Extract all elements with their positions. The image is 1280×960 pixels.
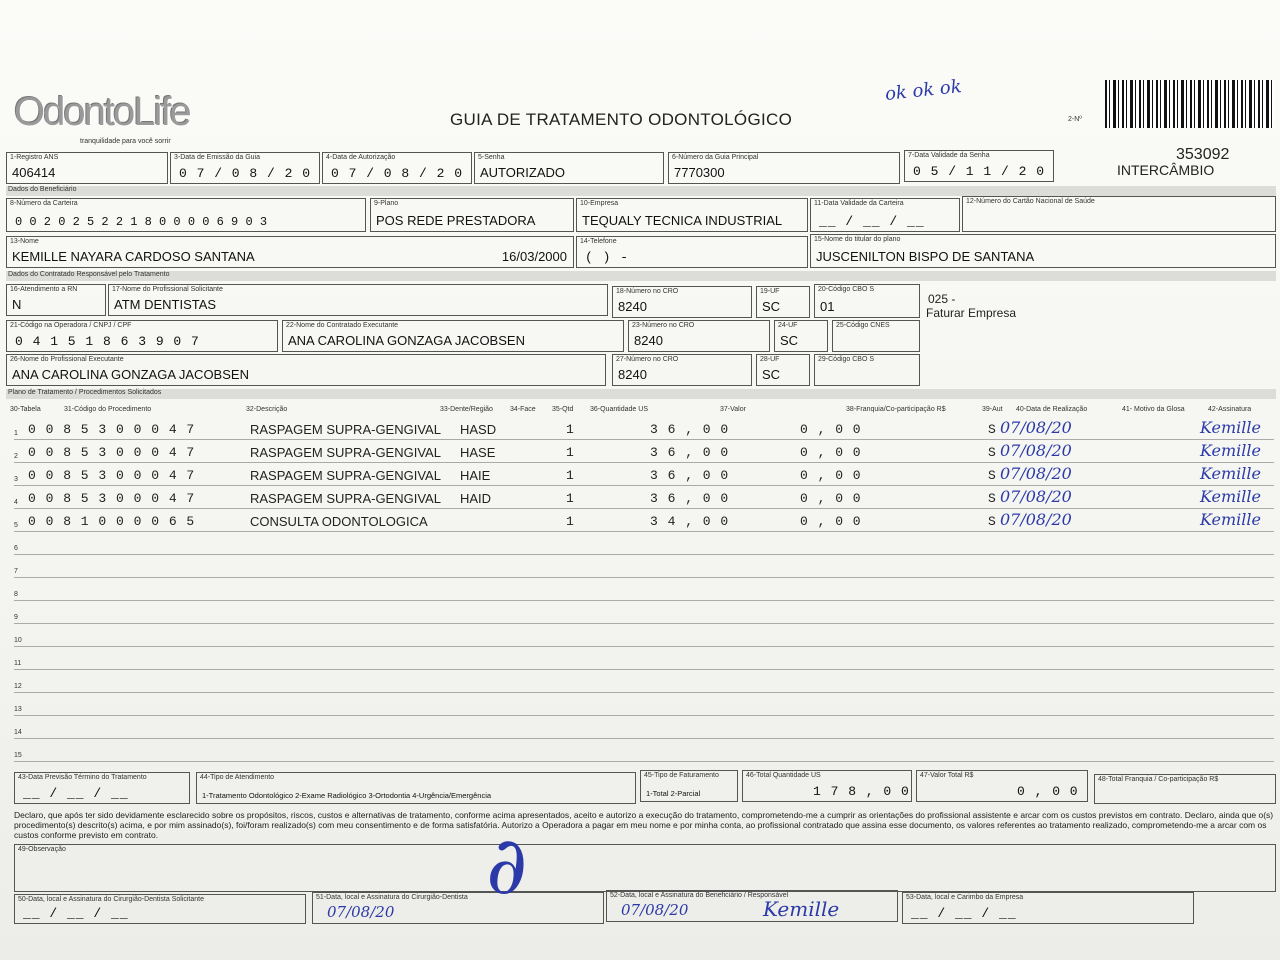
field-value: __ / __ / __ [819,214,925,229]
authorization: S [988,468,997,483]
value: 0 , 0 0 [800,468,862,483]
field-total-franquia [1094,774,1276,804]
quantity: 1 [566,422,575,437]
field-value: 8240 [634,333,663,348]
tooth-region: HAIE [460,468,491,483]
row-rule [14,669,1274,670]
field-profissional-executante [6,354,606,386]
field-uf-solicitante [756,286,810,318]
field-label: 13-Nome [10,238,39,245]
field-atendimento-rn [6,284,106,316]
field-value: SC [762,367,781,382]
intercambio-label: INTERCÂMBIO [1117,162,1215,178]
field-valor-total [916,770,1088,802]
field-tipo-faturamento [640,770,738,802]
quantity-us: 3 6 , 0 0 [650,491,730,506]
field-label: 5-Senha [478,154,505,161]
patient-signature: Kemille [1200,464,1261,483]
row-rule [14,761,1274,762]
field-value: 0 4 1 5 1 8 6 3 9 0 7 [15,334,200,349]
authorization: S [988,422,997,437]
field-value: __ / __ / __ [911,906,1017,921]
col-codigo: 31-Código do Procedimento [64,406,152,413]
field-value: 07/08/20 [327,903,395,921]
realization-date: 07/08/20 [1000,441,1072,460]
row-rule [14,600,1274,601]
value: 0 , 0 0 [800,491,862,506]
field-value: 0 , 0 0 [1017,784,1079,799]
row-rule [14,646,1274,647]
row-rule [14,485,1274,486]
quantity: 1 [566,514,575,529]
col-motivo-glosa: 41- Motivo da Glosa [1122,406,1185,413]
field-value: 8240 [618,367,647,382]
field-label: 53-Data, local e Carimbo da Empresa [906,894,1024,901]
field-value: 0 7 / 0 8 / 2 0 [179,166,312,181]
declaration-text: Declaro, que após ter sido devidamente esclarecido sobre os propósitos, riscos, custos e alternativas de tratamento, conforme acima apresentados, aceito e autorizo a execução do tratamento, comprometendo-me a cumprir as orientações do profissional assistente e arcar com os custos previstos em contrato. Declaro, ainda que o(s) procedimento(s) descrito(s) acima, e por mim assinado(s), foi/foram realizado(s) com meu consentimento e de forma satisfatória. Autorizo a Operadora a pagar em meu nome e por minha conta, ao profissional contratado que assina esse documento, os valores referentes ao tratamento realizado, comprometendo-me a arcar com os custos conforme previsto em contrato. [14,810,1274,840]
field-label: 12-Número do Cartão Nacional de Saúde [966,198,1095,205]
field-value: __ / __ / __ [23,786,129,801]
field-value: 1 7 8 , 0 0 [813,784,910,799]
patient-signature: Kemille [1200,418,1261,437]
authorization: S [988,514,997,529]
row-number: 12 [14,683,22,690]
row-number: 8 [14,591,18,598]
procedure-code: 0 0 8 1 0 0 0 0 6 5 [28,514,196,529]
quantity: 1 [566,491,575,506]
field-label: 49-Observação [18,846,66,853]
field-total-us [742,770,912,802]
field-label: 25-Código CNES [836,322,890,329]
section-contratado: Dados do Contratado Responsável pelo Tratamento [6,271,1276,281]
table-row [10,533,1275,555]
field-cnes [832,320,920,352]
col-data-realizacao: 40-Data de Realização [1016,406,1088,413]
field-label: 21-Código na Operadora / CNPJ / CPF [10,322,132,329]
field-uf-profissional [756,354,810,386]
field-value: __ / __ / __ [23,906,129,921]
value: 0 , 0 0 [800,422,862,437]
barcode-image [1105,80,1275,128]
field-label: 7-Data Validade da Senha [908,152,990,159]
field-value: 8240 [618,299,647,314]
field-label: 9-Plano [374,200,399,207]
field-profissional-solicitante [108,284,608,316]
quantity-us: 3 6 , 0 0 [650,422,730,437]
table-row [10,717,1275,739]
field-label: 20-Código CBO S [818,286,875,293]
field-label: 26-Nome do Profissional Executante [10,356,124,363]
field-label: 51-Data, local e Assinatura do Cirurgião-Dentista [316,894,468,901]
field-cbo-solicitante [814,284,920,318]
field-value: JUSCENILTON BISPO DE SANTANA [816,249,1035,264]
tooth-region: HAID [460,491,492,506]
row-number: 15 [14,752,22,759]
table-row [10,671,1275,693]
field-label: 3-Data de Emissão da Guia [174,154,260,161]
field-value: 1-Total 2-Parcial [646,789,701,798]
field-nome [6,236,574,268]
section-plano-tratamento: Plano de Tratamento / Procedimentos Solicitados [6,389,1276,399]
field-titular [810,234,1276,268]
row-number: 9 [14,614,18,621]
row-rule [14,692,1274,693]
field-label: 6-Número da Guia Principal [672,154,759,161]
field-plano [370,198,574,232]
authorization: S [988,491,997,506]
patient-signature: Kemille [1200,487,1261,506]
field-value: SC [762,299,781,314]
field-codigo-operadora [6,320,278,352]
field-data-autorizacao [322,152,472,184]
field-assinatura-dentista [312,892,604,924]
field-value: POS REDE PRESTADORA [376,213,536,228]
field-label: 1-Registro ANS [10,154,59,161]
tooth-region: HASE [460,445,496,460]
row-number: 2 [14,453,18,460]
field-value: ( ) - [585,250,630,265]
field-validade-senha [904,150,1054,182]
col-valor: 37-Valor [720,406,746,413]
field-previsao-termino [14,772,190,804]
field-label: 43-Data Previsão Término do Tratamento [18,774,147,781]
procedure-code: 0 0 8 5 3 0 0 0 4 7 [28,491,196,506]
col-face: 34-Face [510,406,536,413]
handwritten-note: ok ok ok [884,76,963,105]
field-value: 406414 [12,165,56,180]
odontolife-logo: OdontoLife [14,90,190,134]
col-aut: 39-Aut [982,406,1003,413]
tooth-region: HASD [460,422,497,437]
field-label: 16-Atendimento a RN [10,286,78,293]
realization-date: 07/08/20 [1000,487,1072,506]
field-label: 52-Data, local e Assinatura do Beneficiário / Responsável [610,892,789,899]
table-row [10,418,1275,440]
col-quantidade-us: 36-Quantidade US [590,406,648,413]
field-contratado-executante [282,320,624,352]
field-label: 47-Valor Total R$ [920,772,974,779]
field-assinatura-solicitante [14,894,306,924]
field-value: ANA CAROLINA GONZAGA JACOBSEN [12,367,249,382]
value: 0 , 0 0 [800,445,862,460]
row-rule [14,623,1274,624]
row-number: 13 [14,706,22,713]
field-guia-principal [668,152,900,184]
field-label: 18-Número no CRO [616,288,679,295]
row-rule [14,554,1274,555]
table-row [10,740,1275,762]
field-value: 0 5 / 1 1 / 2 0 [913,164,1046,179]
table-row [10,464,1275,486]
field-label: 46-Total Quantidade US [746,772,821,779]
field-numero-carteira [6,198,366,232]
row-rule [14,462,1274,463]
row-rule [14,531,1274,532]
row-number: 4 [14,499,18,506]
field-label: 22-Nome do Contratado Executante [286,322,399,329]
field-value: ATM DENTISTAS [114,297,217,312]
quantity: 1 [566,468,575,483]
row-rule [14,577,1274,578]
field-tipo-atendimento [196,772,636,804]
table-row [10,556,1275,578]
row-rule [14,715,1274,716]
row-number: 6 [14,545,18,552]
procedure-code: 0 0 8 5 3 0 0 0 4 7 [28,422,196,437]
field-label: 28-UF [760,356,780,363]
field-cro-profissional [612,354,752,386]
col-assinatura: 42-Assinatura [1208,406,1252,413]
field-value: 07/08/20 [621,901,689,919]
field-label: 44-Tipo de Atendimento [200,774,275,781]
quantity: 1 [566,445,575,460]
dentist-signature-scribble: ∂ [486,819,528,912]
field-value: 7770300 [674,165,725,180]
row-number: 14 [14,729,22,736]
field-observacao [14,844,1276,892]
field-label: 27-Número no CRO [616,356,679,363]
field-cartao-nacional [962,196,1276,232]
row-number: 7 [14,568,18,575]
row-number: 3 [14,476,18,483]
table-row [10,579,1275,601]
field-value: ANA CAROLINA GONZAGA JACOBSEN [288,333,525,348]
table-row [10,625,1275,647]
table-row [10,510,1275,532]
field-label: 50-Data, local e Assinatura do Cirurgião-Dentista Solicitante [18,896,204,903]
field-label: 17-Nome do Profissional Solicitante [112,286,223,293]
field-label: 19-UF [760,288,780,295]
patient-signature: Kemille [1200,510,1261,529]
field-assinatura-beneficiario [606,890,898,922]
field-label: 15-Nome do titular do plano [814,236,901,243]
field-label: 8-Número da Carteira [10,200,78,207]
field-empresa [576,198,808,232]
row-rule [14,738,1274,739]
value: 0 , 0 0 [800,514,862,529]
col-descricao: 32-Descrição [246,406,288,413]
field-label: 14-Telefone [580,238,617,245]
patient-signature: Kemille [1200,441,1261,460]
field-2-label: 2-Nº [1068,116,1082,123]
logo-tagline: tranquilidade para você sorrir [80,138,171,145]
field-label: 48-Total Franquia / Co-participação R$ [1098,776,1219,783]
note-faturar: Faturar Empresa [926,306,1017,320]
field-label: 24-UF [778,322,798,329]
field-value: SC [780,333,799,348]
row-number: 10 [14,637,22,644]
col-dente: 33-Dente/Região [440,406,493,413]
table-row [10,487,1275,509]
page-title: GUIA DE TRATAMENTO ODONTOLÓGICO [450,110,793,129]
field-value: 01 [820,299,835,314]
realization-date: 07/08/20 [1000,464,1072,483]
field-value: 0 0 2 0 2 5 2 2 1 8 0 0 0 0 6 9 0 3 [15,215,268,229]
guide-number: 353092 [1176,146,1230,163]
quantity-us: 3 4 , 0 0 [650,514,730,529]
field-label: 29-Código CBO S [818,356,875,363]
field-label: 45-Tipo de Faturamento [644,772,719,779]
table-row [10,441,1275,463]
procedure-description: RASPAGEM SUPRA-GENGIVAL [250,491,441,506]
section-beneficiario: Dados do Beneficiário [6,186,1276,196]
field-value: TEQUALY TECNICA INDUSTRIAL [582,213,783,228]
field-cro-solicitante [612,286,752,318]
procedure-description: RASPAGEM SUPRA-GENGIVAL [250,445,441,460]
procedure-code: 0 0 8 5 3 0 0 0 4 7 [28,445,196,460]
procedure-description: CONSULTA ODONTOLOGICA [250,514,428,529]
field-telefone [576,236,808,268]
field-value: AUTORIZADO [480,165,565,180]
note-code: 025 - [928,292,956,306]
field-value: KEMILLE NAYARA CARDOSO SANTANA [12,249,255,264]
field-registro-ans [6,152,168,184]
field-value: 1-Tratamento Odontológico 2-Exame Radiológico 3-Ortodontia 4-Urgência/Emergência [202,791,492,800]
field-label: 10-Empresa [580,200,619,207]
field-uf-executante [774,320,828,352]
field-validade-carteira [810,198,960,232]
field-cbo-profissional [814,354,920,386]
table-row [10,602,1275,624]
col-qtd: 35-Qtd [552,406,574,413]
field-senha [474,152,664,184]
table-row [10,648,1275,670]
col-franquia: 38-Franquia/Co-participação R$ [846,406,946,413]
birth-date: 16/03/2000 [501,249,567,264]
realization-date: 07/08/20 [1000,510,1072,529]
quantity-us: 3 6 , 0 0 [650,468,730,483]
procedure-description: RASPAGEM SUPRA-GENGIVAL [250,422,441,437]
row-number: 11 [14,660,22,667]
row-number: 5 [14,522,18,529]
field-data-emissao [170,152,320,184]
field-label: 11-Data Validade da Carteira [814,200,904,207]
quantity-us: 3 6 , 0 0 [650,445,730,460]
authorization: S [988,445,997,460]
procedure-description: RASPAGEM SUPRA-GENGIVAL [250,468,441,483]
beneficiary-signature: Kemille [763,897,840,921]
field-value: N [12,297,22,312]
procedure-code: 0 0 8 5 3 0 0 0 4 7 [28,468,196,483]
field-cro-executante [628,320,770,352]
row-number: 1 [14,430,18,437]
col-tabela: 30-Tabela [10,406,41,413]
realization-date: 07/08/20 [1000,418,1072,437]
field-carimbo-empresa [902,892,1194,924]
table-row [10,694,1275,716]
row-rule [14,508,1274,509]
field-label: 4-Data de Autorização [326,154,396,161]
field-label: 23-Número no CRO [632,322,695,329]
row-rule [14,439,1274,440]
field-value: 0 7 / 0 8 / 2 0 [331,166,464,181]
